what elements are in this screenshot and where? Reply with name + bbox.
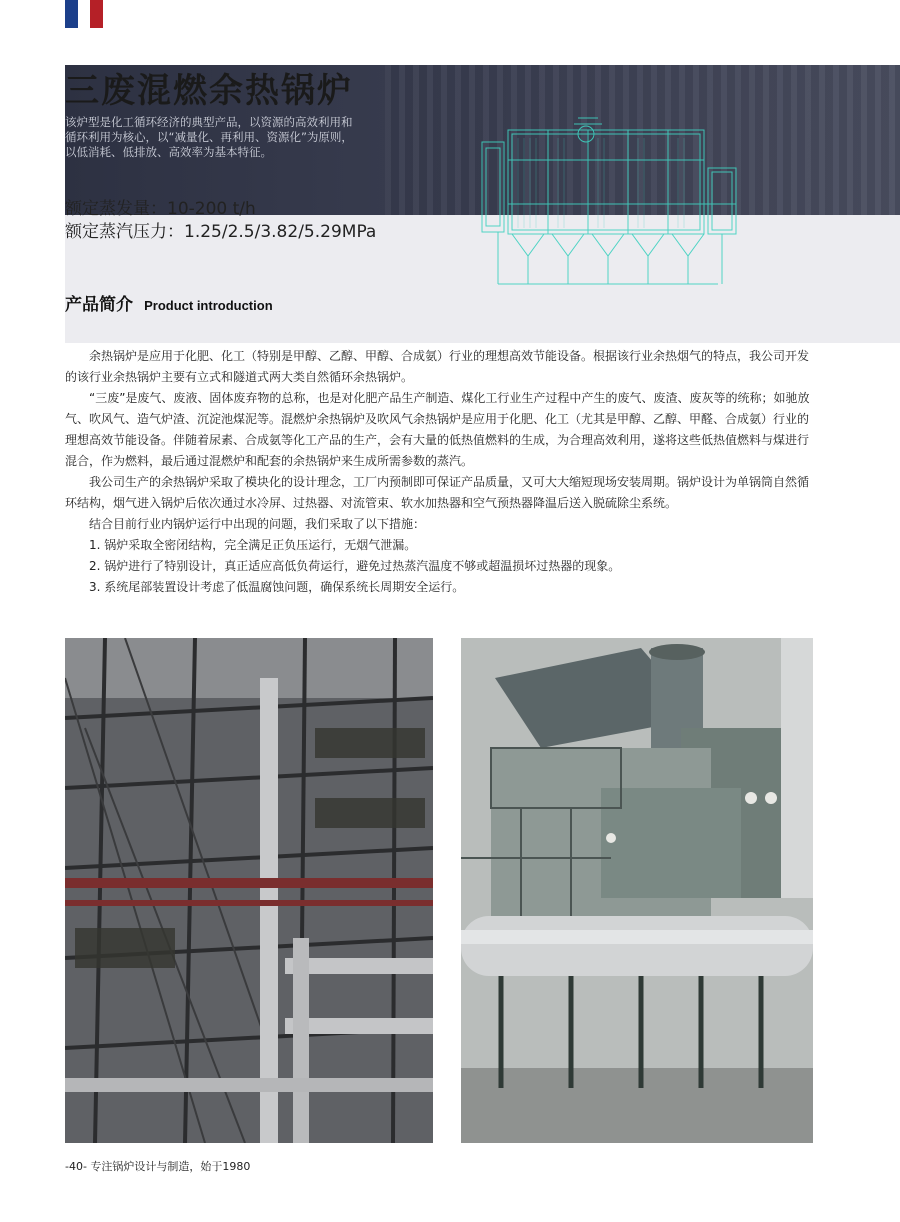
list-item: 3. 系统尾部装置设计考虑了低温腐蚀问题，确保系统长周期安全运行。 bbox=[89, 580, 465, 594]
page-title: 三废混燃余热锅炉 bbox=[65, 71, 353, 111]
boiler-site-installation-photo bbox=[461, 638, 813, 1143]
flag-icon bbox=[65, 0, 103, 28]
intro-text: 该炉型是化工循环经济的典型产品，以资源的高效利用和循环利用为核心，以“减量化、再利用、资源化”为原则，以低消耗、低排放、高效率为基本特征。 bbox=[65, 115, 353, 159]
boiler-line-diagram bbox=[478, 108, 746, 290]
list-item: 2. 锅炉进行了特别设计，真正适应高低负荷运行，避免过热蒸汽温度不够或超温损坏过热器的现象。 bbox=[89, 559, 621, 573]
paragraph: 余热锅炉是应用于化肥、化工（特别是甲醇、乙醇、甲醇、合成氨）行业的理想高效节能设备。根据该行业余热烟气的特点，我公司开发的该行业余热锅炉主要有立式和隧道式两大类自然循环余热锅炉。 bbox=[65, 349, 810, 384]
flag-white-stripe bbox=[78, 0, 91, 28]
paragraph: “三废”是废气、废液、固体废弃物的总称，也是对化肥产品生产制造、煤化工行业生产过程中产生的废气、废渣、废灰等的统称；如驰放气、吹风气、造气炉渣、沉淀池煤泥等。混燃炉余热锅炉及吹风气余热锅炉是应用于化肥、化工（尤其是甲醇、乙醇、甲醛、合成氨）行业的理想高效节能设备。伴随着尿素、合成氨等化工产品的生产，会有大量的低热值燃料的生成，为合理高效利用，遂将这些低热值燃料与煤进行混合，作为燃料，最后通过混燃炉和配套的余热锅炉来生成所需参数的蒸汽。 bbox=[65, 391, 810, 468]
paragraph: 结合目前行业内锅炉运行中出现的问题，我们采取了以下措施： bbox=[89, 517, 426, 531]
section-heading bbox=[65, 290, 273, 315]
spec-steam-output: 额定蒸发量：10-200 t/h bbox=[65, 199, 256, 219]
flag-blue-stripe bbox=[65, 0, 78, 28]
section-title-en: Product introduction bbox=[144, 298, 273, 313]
body-text bbox=[65, 346, 812, 598]
list-item: 1. 锅炉采取全密闭结构，完全满足正负压运行，无烟气泄漏。 bbox=[89, 538, 417, 552]
boiler-steel-structure-photo bbox=[65, 638, 433, 1143]
flag-red-stripe bbox=[90, 0, 103, 28]
section-title-cn: 产品简介 bbox=[65, 295, 133, 315]
page-footer: -40- 专注锅炉设计与制造，始于1980 bbox=[65, 1160, 251, 1173]
paragraph: 我公司生产的余热锅炉采取了模块化的设计理念，工厂内预制即可保证产品质量，又可大大缩短现场安装周期。锅炉设计为单锅筒自然循环结构，烟气进入锅炉后依次通过水冷屏、过热器、对流管束、软水加热器和空气预热器降温后送入脱硫除尘系统。 bbox=[65, 475, 810, 510]
spec-steam-pressure: 额定蒸汽压力：1.25/2.5/3.82/5.29MPa bbox=[65, 222, 377, 242]
